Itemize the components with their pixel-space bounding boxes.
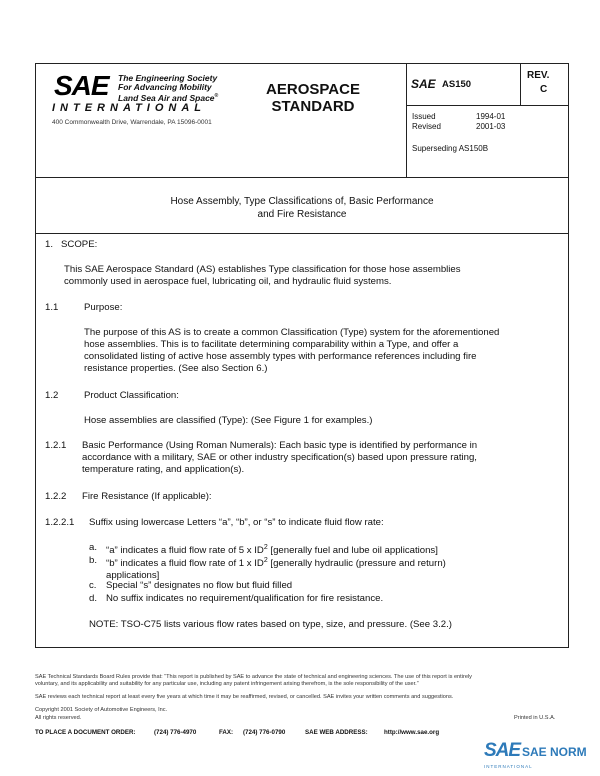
section-1-heading: SCOPE: <box>61 239 98 250</box>
header-divider-vertical <box>406 63 407 177</box>
section-1-2-2-1-number: 1.2.2.1 <box>45 517 75 528</box>
list-item-c: Special “s” designates no flow but fluid filled <box>106 580 293 591</box>
rev-value: C <box>540 84 548 95</box>
printed-in: Printed in U.S.A. <box>514 715 556 721</box>
section-1-2-1-number: 1.2.1 <box>45 440 67 451</box>
revised-label: Revised <box>412 122 441 131</box>
rev-divider-vertical <box>520 63 521 105</box>
section-1-2-heading: Product Classification: <box>84 390 179 401</box>
list-item-d: No suffix indicates no requirement/qualification for fire resistance. <box>106 593 384 604</box>
rev-divider-horizontal <box>406 105 569 106</box>
fax-label: FAX: <box>219 729 234 736</box>
section-1-2-2-heading: Fire Resistance (If applicable): <box>82 491 212 502</box>
list-item-d-label: d. <box>89 593 98 604</box>
revised-date: 2001-03 <box>476 122 506 131</box>
section-1-text: This SAE Aerospace Standard (AS) establishes Type classification for those hose assemblies commonly used in aerospace fuel, lubricating oil, and hydraulic fluid systems. <box>64 264 461 287</box>
section-1-2-text: Hose assemblies are classified (Type): (See Figure 1 for examples.) <box>84 415 373 426</box>
copyright: Copyright 2001 Society of Automotive Engineers, Inc. <box>35 707 168 713</box>
section-1-number: 1. <box>45 239 54 250</box>
watermark-subtext: INTERNATIONAL <box>484 764 533 769</box>
sae-logo: SAE <box>54 70 109 101</box>
order-phone: (724) 776-4970 <box>154 729 197 736</box>
section-1-2-2-1-heading: Suffix using lowercase Letters “a”, “b”, or “s” to indicate fluid flow rate: <box>89 517 384 528</box>
international-wordmark: INTERNATIONAL <box>52 102 207 114</box>
section-1-1-heading: Purpose: <box>84 302 123 313</box>
document-type: AEROSPACE STANDARD <box>266 81 360 115</box>
section-1-2-2-number: 1.2.2 <box>45 491 67 502</box>
watermark-logo: SAE <box>484 740 521 761</box>
title-bottom-rule <box>35 233 569 234</box>
header-bottom-rule <box>35 177 569 178</box>
issued-date: 1994-01 <box>476 112 506 121</box>
rev-label: REV. <box>527 70 550 81</box>
issued-label: Issued <box>412 112 436 121</box>
list-item-a-label: a. <box>89 542 98 553</box>
list-item-b-label: b. <box>89 555 98 566</box>
superseding: Superseding AS150B <box>412 144 489 153</box>
web-url[interactable]: http://www.sae.org <box>384 729 440 736</box>
note: NOTE: TSO-C75 lists various flow rates based on type, size, and pressure. (See 3.2.) <box>89 619 452 630</box>
watermark-text: SAE NORM <box>522 745 587 759</box>
section-1-1-number: 1.1 <box>45 302 59 313</box>
sae-small-logo: SAE <box>411 77 436 91</box>
web-label: SAE WEB ADDRESS: <box>305 729 368 736</box>
policy-statement: SAE Technical Standards Board Rules provide that: “This report is published by SAE to advance the state of technical and engineering sciences. The use of this report is entirely voluntary, and its applicability and suitability for any particular use, including any patent infringement arising therefrom, is the sole responsibility of the user.” <box>35 674 472 687</box>
section-1-1-text: The purpose of this AS is to create a common Classification (Type) system for the aforementioned hose assemblies. This is to facilitate determining comparability within a Type, and offer a consolidated listing of active hose assembly types with performance references including fire resistance properties. (See also Section 6.) <box>84 327 500 374</box>
list-item-c-label: c. <box>89 580 97 591</box>
document-number: AS150 <box>442 79 472 90</box>
section-1-2-1-text: Basic Performance (Using Roman Numerals): Each basic type is identified by performance in accordance with a military, SAE or other industry specification(s) based upon pressure rating, temperature rating, and application(s). <box>82 440 478 475</box>
order-label: TO PLACE A DOCUMENT ORDER: <box>35 729 136 736</box>
section-1-2-number: 1.2 <box>45 390 59 401</box>
document-title: Hose Assembly, Type Classifications of, Basic Performance and Fire Resistance <box>170 196 434 220</box>
list-item-a: “a” indicates a fluid flow rate of 5 x $ID^2$ [generally fuel and lube oil applications] <box>106 544 438 557</box>
fax-number: (724) 776-0790 <box>243 729 286 736</box>
list-item-b: “b” indicates a fluid flow rate of 1 x $ID^2$ [generally hydraulic (pressure and return) applications] <box>106 557 446 582</box>
all-rights-reserved: All rights reserved. <box>35 715 82 721</box>
society-address: 400 Commonwealth Drive, Warrendale, PA 15096-0001 <box>52 119 212 126</box>
review-statement: SAE reviews each technical report at least every five years at which time it may be reaffirmed, revised, or cancelled. SAE invites your written comments and suggestions. <box>35 694 454 700</box>
society-tagline: The Engineering Society For Advancing Mobility Land Sea Air and Space® <box>118 73 219 103</box>
